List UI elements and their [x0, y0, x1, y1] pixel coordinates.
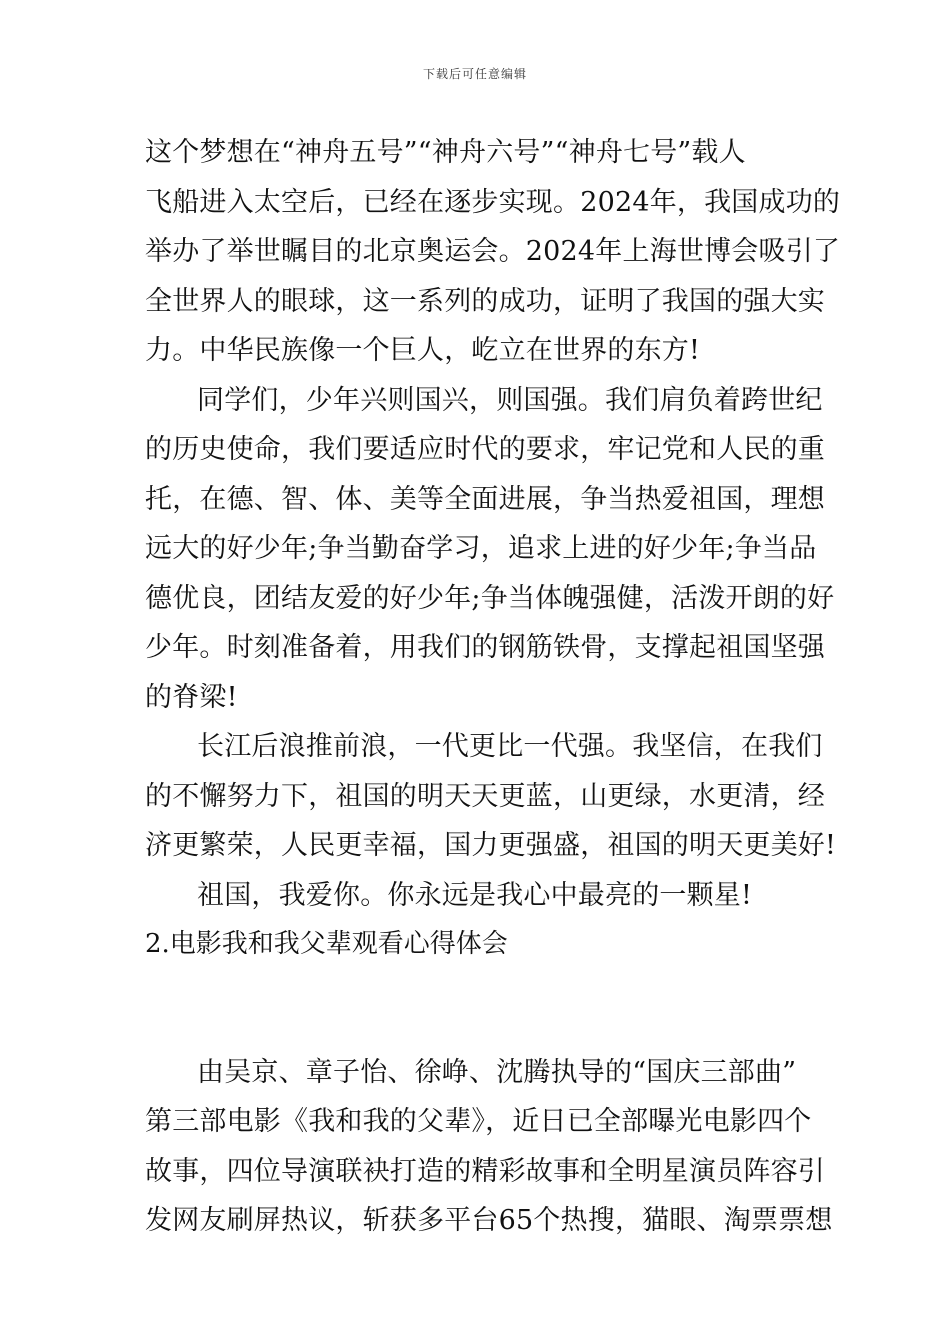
text-line: 由吴京、章子怡、徐峥、沈腾执导的“国庆三部曲”: [197, 1056, 797, 1088]
text-line: 德优良，团结友爱的好少年;争当体魄强健，活泼开朗的好: [145, 582, 835, 614]
text-line: 祖国，我爱你。你永远是我心中最亮的一颗星!: [197, 879, 753, 911]
text-line: 故事，四位导演联袂打造的精彩故事和全明星演员阵容引: [145, 1155, 825, 1187]
text-line: 这个梦想在“神舟五号”“神舟六号”“神舟七号”载人: [145, 137, 746, 168]
paragraph-3: [145, 722, 837, 871]
paragraph-4: [145, 871, 815, 921]
paragraph-2: [145, 376, 835, 723]
blank-spacer: [145, 970, 815, 1048]
text-line: 全世界人的眼球，这一系列的成功，证明了我国的强大实: [145, 285, 825, 317]
text-line: 举办了举世瞩目的北京奥运会。2024年上海世博会吸引了: [145, 236, 841, 267]
text-line: 少年。时刻准备着，用我们的钢筋铁骨，支撑起祖国坚强: [145, 632, 825, 663]
text-line: 托，在德、智、体、美等全面进展，争当热爱祖国，理想: [145, 483, 825, 515]
text-line: 发网友刷屏热议，斩获多平台65个热搜，猫眼、淘票票想: [145, 1205, 833, 1236]
text-line: 济更繁荣，人民更幸福，国力更强盛，祖国的明天更美好!: [145, 830, 837, 861]
text-line: 同学们，少年兴则国兴，则国强。我们肩负着跨世纪: [197, 384, 823, 416]
text-line: 的脊梁!: [145, 681, 238, 713]
text-line: 的不懈努力下，祖国的明天天更蓝，山更绿，水更清，经: [145, 780, 825, 812]
text-line: 第三部电影《我和我的父辈》，近日已全部曝光电影四个: [145, 1106, 812, 1137]
text-line: 的历史使命，我们要适应时代的要求，牢记党和人民的重: [145, 434, 825, 465]
header-note: 下载后可任意编辑: [422, 67, 527, 81]
section-heading: 2.电影我和我父辈观看心得体会: [145, 929, 508, 959]
text-line: 远大的好少年;争当勤奋学习，追求上进的好少年;争当品: [145, 533, 817, 564]
paragraph-1: [145, 128, 841, 376]
text-line: 飞船进入太空后，已经在逐步实现。2024年，我国成功的: [145, 186, 841, 218]
text-line: 力。中华民族像一个巨人，屹立在世界的东方!: [145, 335, 701, 366]
document-body: [145, 128, 841, 1246]
text-line: 长江后浪推前浪，一代更比一代强。我坚信，在我们: [197, 731, 823, 762]
paragraph-5: [145, 1048, 833, 1246]
